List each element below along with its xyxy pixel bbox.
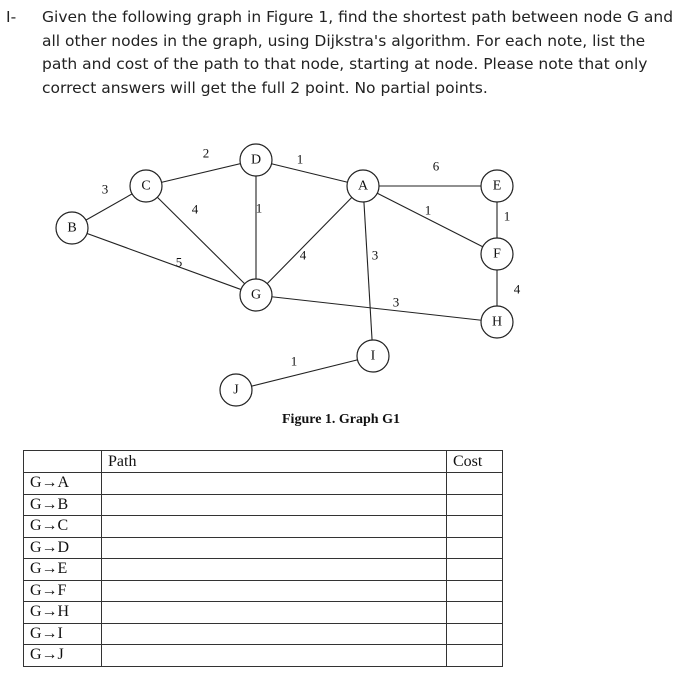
row-label: G→H [24, 602, 102, 624]
edge-weight-b-c: 3 [101, 181, 109, 197]
cost-cell[interactable] [447, 602, 503, 624]
path-cell[interactable] [102, 623, 447, 645]
row-label: G→A [24, 473, 102, 495]
edge-weight-a-e: 6 [432, 158, 440, 174]
node-label: H [491, 314, 503, 330]
edge-weight-d-g: 1 [255, 200, 263, 216]
row-label: G→C [24, 516, 102, 538]
edge-weight-a-i: 3 [371, 247, 379, 263]
figure-caption-text: Figure 1. Graph G1 [282, 412, 400, 427]
cost-cell[interactable] [447, 623, 503, 645]
edge-weight-g-h: 3 [392, 294, 400, 310]
graph-node-e [481, 170, 513, 202]
path-cell[interactable] [102, 580, 447, 602]
edge-weight-i-j: 1 [290, 353, 298, 369]
answer-table [23, 450, 503, 667]
edge-a-f [363, 186, 497, 254]
path-cell[interactable] [102, 645, 447, 667]
path-cell[interactable] [102, 494, 447, 516]
node-label: J [233, 382, 239, 398]
cost-cell[interactable] [447, 645, 503, 667]
edge-weight-e-f: 1 [503, 208, 511, 224]
header-blank [24, 451, 102, 473]
edge-weight-d-a: 1 [296, 151, 304, 167]
node-label: E [492, 178, 502, 194]
graph-node-i [357, 340, 389, 372]
question-prefix: I- [6, 8, 17, 26]
node-label: I [370, 348, 376, 364]
graph-node-b [56, 212, 88, 244]
graph-node-d [240, 144, 272, 176]
edge-a-i [363, 186, 373, 356]
edge-weight-c-d: 2 [202, 145, 210, 161]
graph-node-h [481, 306, 513, 338]
edge-weight-f-h: 4 [513, 281, 521, 297]
node-label: A [357, 178, 369, 194]
edge-g-h [256, 295, 497, 322]
edge-g-a [256, 186, 363, 295]
cost-cell[interactable] [447, 580, 503, 602]
table-row [24, 559, 503, 581]
table-row [24, 602, 503, 624]
cost-cell[interactable] [447, 559, 503, 581]
edge-weight-b-g: 5 [175, 254, 183, 270]
edge-weight-a-f: 1 [424, 202, 432, 218]
edge-c-g [146, 186, 256, 295]
cost-cell[interactable] [447, 516, 503, 538]
table-row [24, 645, 503, 667]
table-row [24, 516, 503, 538]
graph-node-g [240, 279, 272, 311]
row-label: G→B [24, 494, 102, 516]
path-cell[interactable] [102, 537, 447, 559]
graph-node-f [481, 238, 513, 270]
table-header-row [24, 451, 503, 473]
path-cell[interactable] [102, 559, 447, 581]
edge-c-d [146, 160, 256, 186]
header-cost: Cost [447, 451, 503, 473]
edge-weight-g-a: 4 [299, 247, 307, 263]
node-label: F [493, 246, 501, 262]
node-label: D [250, 152, 262, 168]
header-path: Path [102, 451, 447, 473]
path-cell[interactable] [102, 602, 447, 624]
graph-node-c [130, 170, 162, 202]
table-row [24, 473, 503, 495]
row-label: G→F [24, 580, 102, 602]
path-cell[interactable] [102, 473, 447, 495]
node-label: G [250, 287, 262, 303]
cost-cell[interactable] [447, 473, 503, 495]
graph-node-j [220, 374, 252, 406]
row-label: G→E [24, 559, 102, 581]
node-label: B [67, 220, 77, 236]
graph-node-a [347, 170, 379, 202]
edge-b-g [72, 228, 256, 295]
edge-weight-c-g: 4 [191, 201, 199, 217]
row-label: G→I [24, 623, 102, 645]
edge-i-j [236, 353, 373, 390]
cost-cell[interactable] [447, 537, 503, 559]
table-row [24, 494, 503, 516]
table-row [24, 537, 503, 559]
path-cell[interactable] [102, 516, 447, 538]
table-row [24, 623, 503, 645]
row-label: G→D [24, 537, 102, 559]
cost-cell[interactable] [447, 494, 503, 516]
table-row [24, 580, 503, 602]
question-body: Given the following graph in Figure 1, find the shortest path between node G and all other nodes in the graph, using Dijkstra's algorithm. For each note, list the path and cost of the path to that node, starting at node. Please note that only correct answers will get the full 2 point. No partial points. [42, 8, 674, 97]
row-label: G→J [24, 645, 102, 667]
node-label: C [141, 178, 151, 194]
